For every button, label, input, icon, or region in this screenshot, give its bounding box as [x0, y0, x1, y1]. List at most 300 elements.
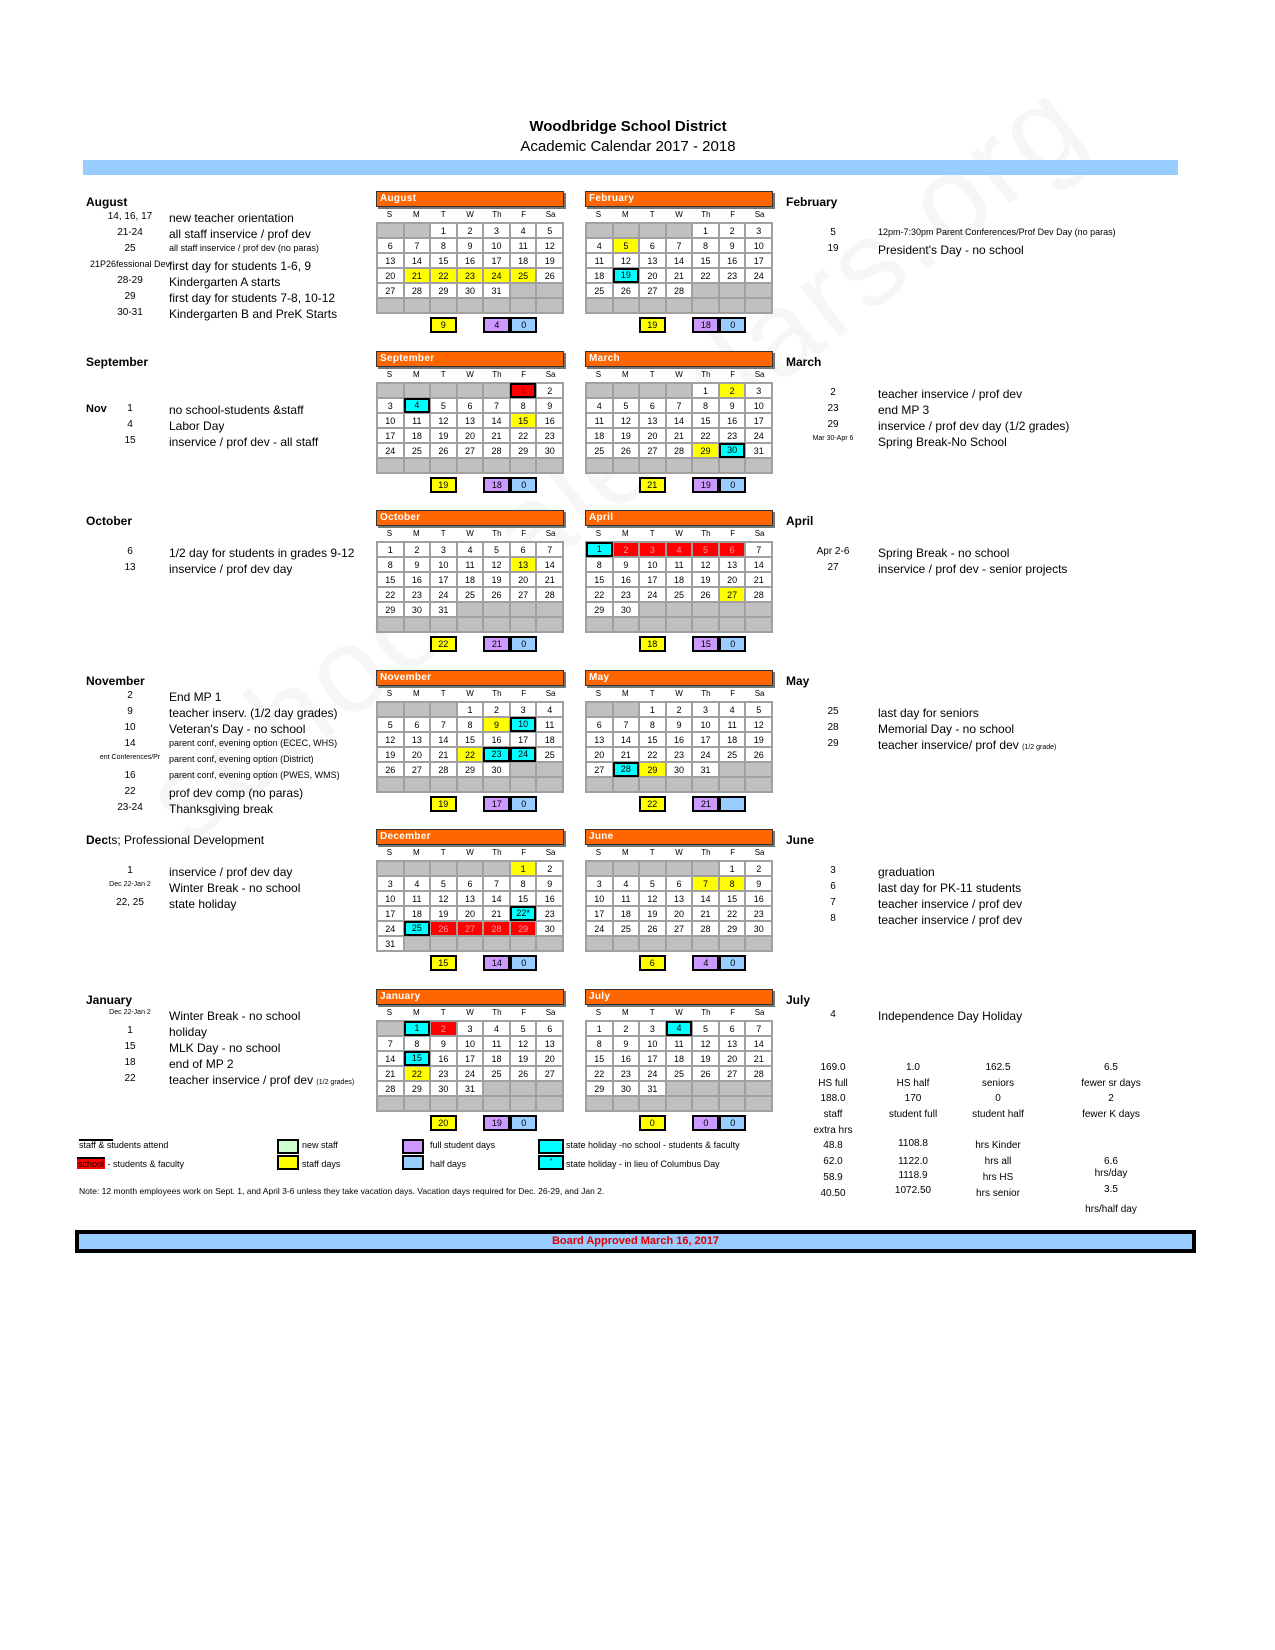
event-date: 13	[124, 562, 136, 573]
day-cell: 3	[745, 383, 772, 398]
day-cell: 28	[377, 1081, 404, 1096]
day-cell: 13	[639, 253, 666, 268]
event-description	[169, 419, 224, 433]
month-summary	[376, 796, 564, 814]
weekday-label: Th	[701, 1007, 711, 1017]
empty-day-cell	[613, 777, 640, 792]
day-cell: 16	[430, 1051, 457, 1066]
empty-day-cell	[457, 777, 484, 792]
day-cell: 3	[639, 542, 666, 557]
stat-value: 6.6	[1104, 1156, 1118, 1167]
day-cell: 25	[536, 747, 563, 762]
stat-value: 3.5	[1104, 1184, 1118, 1195]
half-days-count: 0	[719, 477, 746, 493]
empty-day-cell	[430, 458, 457, 473]
weekday-label: Sa	[545, 210, 556, 219]
day-cell: 7	[666, 398, 693, 413]
weekday-label: T	[649, 688, 655, 698]
staff-days-count: 18	[639, 636, 666, 652]
event-date: 2	[830, 386, 836, 398]
weekday-label: S	[595, 1007, 602, 1017]
day-cell: 27	[457, 443, 484, 458]
empty-day-cell	[666, 617, 693, 632]
day-cell: 8	[377, 557, 404, 572]
day-cell: 9	[404, 557, 431, 572]
events-heading	[86, 993, 132, 1007]
day-cell: 8	[510, 398, 537, 413]
day-cell: 24	[639, 1066, 666, 1081]
legend-half-days: half days	[430, 1159, 467, 1169]
day-cell: 2	[719, 383, 746, 398]
day-cell: 21	[613, 747, 640, 762]
event-description	[878, 722, 1014, 736]
event-text: Spring Break-No School	[878, 434, 1007, 449]
half-days-swatch	[402, 1155, 424, 1170]
day-cell: 3	[510, 702, 537, 717]
half-days-count: 0	[510, 636, 537, 652]
event-date: 8	[830, 913, 836, 924]
day-cell: 7	[404, 238, 431, 253]
day-grid	[585, 222, 773, 314]
day-cell: 10	[586, 891, 613, 906]
empty-day-cell	[613, 702, 640, 717]
day-cell: 20	[404, 747, 431, 762]
day-cell: 26	[430, 443, 457, 458]
full-days-count: 18	[483, 477, 510, 493]
empty-day-cell	[510, 602, 537, 617]
day-cell: 26	[613, 443, 640, 458]
weekday-label: W	[675, 369, 683, 379]
empty-day-cell	[666, 298, 693, 313]
legend-state-holiday: state holiday -no school - students & faculty	[566, 1140, 740, 1150]
day-grid	[376, 541, 564, 633]
empty-day-cell	[377, 1021, 404, 1036]
weekday-label: M	[412, 848, 420, 857]
day-cell: 5	[639, 876, 666, 891]
day-cell: 16	[613, 572, 640, 587]
day-cell: 14	[745, 557, 772, 572]
day-cell: 17	[745, 253, 772, 268]
day-cell: 24	[377, 443, 404, 458]
day-cell: 4	[510, 223, 537, 238]
day-cell: 25	[719, 747, 746, 762]
stat-value: 1072.50	[894, 1185, 932, 1196]
weekday-label: Th	[492, 529, 502, 538]
event-text: End MP 1	[169, 689, 222, 704]
event-description	[878, 546, 1009, 560]
day-cell: 11	[613, 891, 640, 906]
empty-day-cell	[510, 1096, 537, 1111]
day-cell: 22	[719, 906, 746, 921]
weekday-label: Sa	[754, 1007, 765, 1017]
empty-day-cell	[483, 1081, 510, 1096]
day-cell: 14	[666, 253, 693, 268]
day-cell: 29	[510, 921, 537, 936]
month-calendar-september	[376, 351, 564, 495]
legend-new-staff: new staff	[302, 1140, 338, 1150]
month-summary	[585, 317, 773, 335]
day-cell: 20	[536, 1051, 563, 1066]
day-cell: 28	[483, 921, 510, 936]
day-cell: 25	[666, 1066, 693, 1081]
day-cell: 13	[666, 891, 693, 906]
day-cell: 9	[719, 398, 746, 413]
weekday-label: W	[466, 210, 474, 219]
empty-day-cell	[639, 1096, 666, 1111]
day-cell: 21	[483, 428, 510, 443]
stat-value: 1122.0	[898, 1156, 928, 1167]
weekday-label: S	[386, 210, 393, 219]
stat-value: 1108.8	[898, 1138, 928, 1149]
day-cell: 16	[536, 413, 563, 428]
weekday-label: F	[521, 210, 527, 219]
month-summary	[585, 796, 773, 814]
event-description	[169, 1041, 280, 1055]
day-cell: 26	[692, 1066, 719, 1081]
legend-attend: staff & students attend	[79, 1140, 169, 1150]
day-cell: 2	[404, 542, 431, 557]
weekday-label: Sa	[754, 848, 765, 857]
event-date: ent Conferences/Pr	[99, 753, 161, 761]
event-text: graduation	[878, 865, 935, 879]
weekday-row	[376, 207, 564, 222]
empty-day-cell	[536, 298, 563, 313]
day-cell: 4	[666, 1021, 693, 1036]
empty-day-cell	[483, 1096, 510, 1111]
empty-day-cell	[639, 458, 666, 473]
day-cell: 13	[639, 413, 666, 428]
day-cell: 3	[745, 223, 772, 238]
day-cell: 3	[377, 876, 404, 891]
day-cell: 21	[666, 268, 693, 283]
empty-day-cell	[692, 602, 719, 617]
day-cell: 28	[666, 443, 693, 458]
day-cell: 7	[377, 1036, 404, 1051]
day-grid	[585, 541, 773, 633]
day-cell: 7	[745, 1021, 772, 1036]
day-cell: 30	[430, 1081, 457, 1096]
day-cell: 26	[483, 587, 510, 602]
day-cell: 1	[692, 383, 719, 398]
day-cell: 1	[586, 1021, 613, 1036]
events-heading	[786, 674, 809, 688]
weekday-label: W	[466, 1007, 474, 1017]
empty-day-cell	[377, 458, 404, 473]
day-cell: 21	[692, 906, 719, 921]
day-cell: 15	[404, 1051, 431, 1066]
event-date: 22	[124, 785, 136, 797]
stat-value: 169.0	[820, 1062, 846, 1073]
empty-day-cell	[377, 1096, 404, 1111]
day-cell: 3	[586, 876, 613, 891]
weekday-label: M	[621, 848, 629, 857]
empty-day-cell	[377, 298, 404, 313]
weekday-label: F	[521, 688, 527, 698]
empty-day-cell	[404, 702, 431, 717]
day-cell: 14	[536, 557, 563, 572]
empty-day-cell	[457, 602, 484, 617]
weekday-label: Th	[492, 210, 502, 219]
day-cell: 5	[613, 238, 640, 253]
day-cell: 8	[586, 1036, 613, 1051]
weekday-label: F	[521, 848, 527, 857]
no-school-swatch: school	[78, 1159, 105, 1169]
empty-day-cell	[613, 617, 640, 632]
event-description	[169, 897, 236, 911]
day-cell: 15	[430, 253, 457, 268]
stat-value: 2	[1108, 1093, 1114, 1104]
event-description	[169, 259, 311, 273]
day-cell: 8	[639, 717, 666, 732]
empty-day-cell	[745, 458, 772, 473]
heading-month: April	[786, 514, 814, 528]
weekday-label: T	[440, 688, 446, 698]
day-cell: 13	[719, 1036, 746, 1051]
day-cell: 28	[745, 587, 772, 602]
event-date: 23-24	[117, 801, 143, 813]
staff-days-swatch	[277, 1155, 299, 1170]
empty-day-cell	[639, 298, 666, 313]
day-cell: 27	[536, 1066, 563, 1081]
day-cell: 18	[457, 572, 484, 587]
day-cell: 23	[745, 906, 772, 921]
weekday-label: M	[412, 1007, 420, 1017]
event-text: parent conf, evening option (District)	[169, 753, 314, 764]
day-cell: 14	[666, 413, 693, 428]
full-days-count: 21	[483, 636, 510, 652]
day-cell: 23	[404, 587, 431, 602]
weekday-label: Th	[492, 369, 502, 379]
event-date: 1	[127, 402, 133, 414]
header-divider-bar	[83, 160, 1178, 175]
day-cell: 24	[377, 921, 404, 936]
day-cell: 31	[430, 602, 457, 617]
month-calendar-february	[585, 191, 773, 335]
day-cell: 10	[483, 238, 510, 253]
stat-value: 6.5	[1104, 1062, 1118, 1073]
day-cell: 28	[692, 921, 719, 936]
legend-staff-days: staff days	[302, 1159, 341, 1169]
empty-day-cell	[666, 223, 693, 238]
event-description	[169, 291, 335, 305]
weekday-label: F	[730, 1007, 736, 1017]
month-calendar-august	[376, 191, 564, 335]
empty-day-cell	[639, 383, 666, 398]
empty-day-cell	[586, 223, 613, 238]
event-description	[169, 307, 337, 321]
empty-day-cell	[510, 298, 537, 313]
day-cell: 16	[483, 732, 510, 747]
month-summary	[585, 477, 773, 495]
event-date: 28	[827, 721, 839, 733]
day-grid	[376, 222, 564, 314]
stat-value: 40.50	[820, 1188, 846, 1199]
day-cell: 15	[510, 413, 537, 428]
weekday-label: Th	[701, 210, 711, 219]
event-date: 29	[827, 737, 839, 749]
day-cell: 21	[377, 1066, 404, 1081]
empty-day-cell	[613, 861, 640, 876]
day-grid	[376, 382, 564, 474]
empty-day-cell	[719, 762, 746, 777]
empty-day-cell	[639, 777, 666, 792]
day-cell: 20	[719, 572, 746, 587]
heading-rest: ts; Professional Development	[108, 833, 265, 847]
event-date: 27	[827, 562, 839, 573]
weekday-label: W	[466, 369, 474, 379]
event-text: Kindergarten B and PreK Starts	[169, 307, 338, 321]
weekday-row	[585, 367, 773, 382]
heading-month: January	[86, 992, 133, 1007]
month-calendar-november	[376, 670, 564, 814]
day-cell: 10	[430, 557, 457, 572]
empty-day-cell	[639, 602, 666, 617]
day-cell: 25	[666, 587, 693, 602]
event-text: 12pm-7:30pm Parent Conferences/Prof Dev Day (no paras)	[878, 227, 1116, 237]
empty-day-cell	[377, 861, 404, 876]
empty-day-cell	[586, 861, 613, 876]
month-header: November	[376, 670, 564, 686]
full-days-count: 18	[692, 317, 719, 333]
day-cell: 4	[719, 702, 746, 717]
month-header: February	[585, 191, 773, 207]
heading-month: June	[786, 833, 815, 847]
day-cell: 30	[457, 283, 484, 298]
event-description	[169, 435, 318, 449]
stat-label: fewer K days	[1082, 1109, 1140, 1120]
empty-day-cell	[745, 617, 772, 632]
empty-day-cell	[457, 383, 484, 398]
day-cell: 28	[666, 283, 693, 298]
empty-day-cell	[666, 936, 693, 951]
event-text: Memorial Day - no school	[878, 721, 1015, 736]
day-cell: 30	[613, 602, 640, 617]
day-cell: 4	[586, 398, 613, 413]
day-cell: 6	[719, 1021, 746, 1036]
weekday-label: W	[675, 529, 683, 538]
stat-value: 162.5	[985, 1062, 1011, 1073]
empty-day-cell	[430, 777, 457, 792]
day-cell: 22*	[510, 906, 537, 921]
empty-day-cell	[457, 936, 484, 951]
month-calendar-may	[585, 670, 773, 814]
day-cell: 1	[639, 702, 666, 717]
event-text: Thanksgiving break	[169, 801, 274, 816]
empty-day-cell	[404, 861, 431, 876]
day-cell: 19	[692, 572, 719, 587]
day-cell: 1	[377, 542, 404, 557]
empty-day-cell	[457, 1096, 484, 1111]
month-calendar-december	[376, 829, 564, 973]
month-header: April	[585, 510, 773, 526]
day-cell: 30	[745, 921, 772, 936]
day-cell: 13	[719, 557, 746, 572]
empty-day-cell	[613, 298, 640, 313]
empty-day-cell	[745, 936, 772, 951]
day-cell: 7	[430, 717, 457, 732]
event-text: end of MP 2	[169, 1056, 234, 1071]
day-cell: 20	[586, 747, 613, 762]
day-cell: 4	[483, 1021, 510, 1036]
month-header: May	[585, 670, 773, 686]
day-cell: 15	[586, 572, 613, 587]
day-cell: 5	[745, 702, 772, 717]
empty-day-cell	[510, 458, 537, 473]
day-cell: 6	[536, 1021, 563, 1036]
day-cell: 16	[719, 413, 746, 428]
month-header: June	[585, 829, 773, 845]
half-days-count: 0	[510, 955, 537, 971]
day-cell: 29	[586, 1081, 613, 1096]
empty-day-cell	[457, 617, 484, 632]
event-text: all staff inservice / prof dev (no paras)	[169, 243, 319, 253]
event-text: inservice / prof dev day	[169, 865, 293, 879]
day-cell: 16	[613, 1051, 640, 1066]
event-description	[169, 865, 292, 879]
day-cell: 23	[430, 1066, 457, 1081]
day-cell: 6	[457, 398, 484, 413]
day-cell: 4	[536, 702, 563, 717]
event-date: 18	[124, 1056, 136, 1068]
day-cell: 30	[719, 443, 746, 458]
event-text: Veteran's Day - no school	[169, 721, 306, 736]
day-cell: 2	[613, 1021, 640, 1036]
weekday-label: S	[386, 529, 393, 538]
day-cell: 19	[536, 253, 563, 268]
day-cell: 17	[377, 428, 404, 443]
day-cell: 20	[377, 268, 404, 283]
weekday-label: S	[595, 848, 602, 857]
day-cell: 19	[613, 428, 640, 443]
day-cell: 15	[377, 572, 404, 587]
empty-day-cell	[483, 861, 510, 876]
event-prefix: Nov	[86, 402, 107, 415]
month-summary	[376, 636, 564, 654]
calendar-subtitle: Academic Calendar 2017 - 2018	[520, 138, 736, 155]
day-cell: 27	[586, 762, 613, 777]
day-cell: 12	[613, 413, 640, 428]
empty-day-cell	[692, 861, 719, 876]
day-cell: 7	[692, 876, 719, 891]
legend-no-school	[77, 1159, 184, 1169]
day-cell: 9	[745, 876, 772, 891]
day-cell: 3	[692, 702, 719, 717]
day-grid	[376, 1020, 564, 1112]
empty-day-cell	[719, 936, 746, 951]
stat-value: 62.0	[823, 1156, 843, 1167]
day-cell: 2	[719, 223, 746, 238]
day-cell: 22	[692, 428, 719, 443]
day-cell: 3	[377, 398, 404, 413]
empty-day-cell	[404, 777, 431, 792]
weekday-label: Sa	[754, 369, 765, 379]
day-cell: 14	[692, 891, 719, 906]
day-cell: 2	[613, 542, 640, 557]
day-cell: 2	[536, 861, 563, 876]
event-text: Winter Break - no school	[169, 881, 301, 895]
day-cell: 18	[510, 253, 537, 268]
weekday-label: Sa	[545, 369, 556, 379]
day-cell: 26	[639, 921, 666, 936]
legend-no-school-text: - students & faculty	[105, 1159, 185, 1169]
day-cell: 10	[639, 1036, 666, 1051]
event-description	[169, 211, 294, 225]
weekday-label: Sa	[754, 529, 765, 538]
event-date: 4	[830, 1008, 836, 1020]
day-cell: 2	[430, 1021, 457, 1036]
stat-value: 188.0	[820, 1093, 846, 1104]
weekday-label: Th	[701, 848, 711, 857]
